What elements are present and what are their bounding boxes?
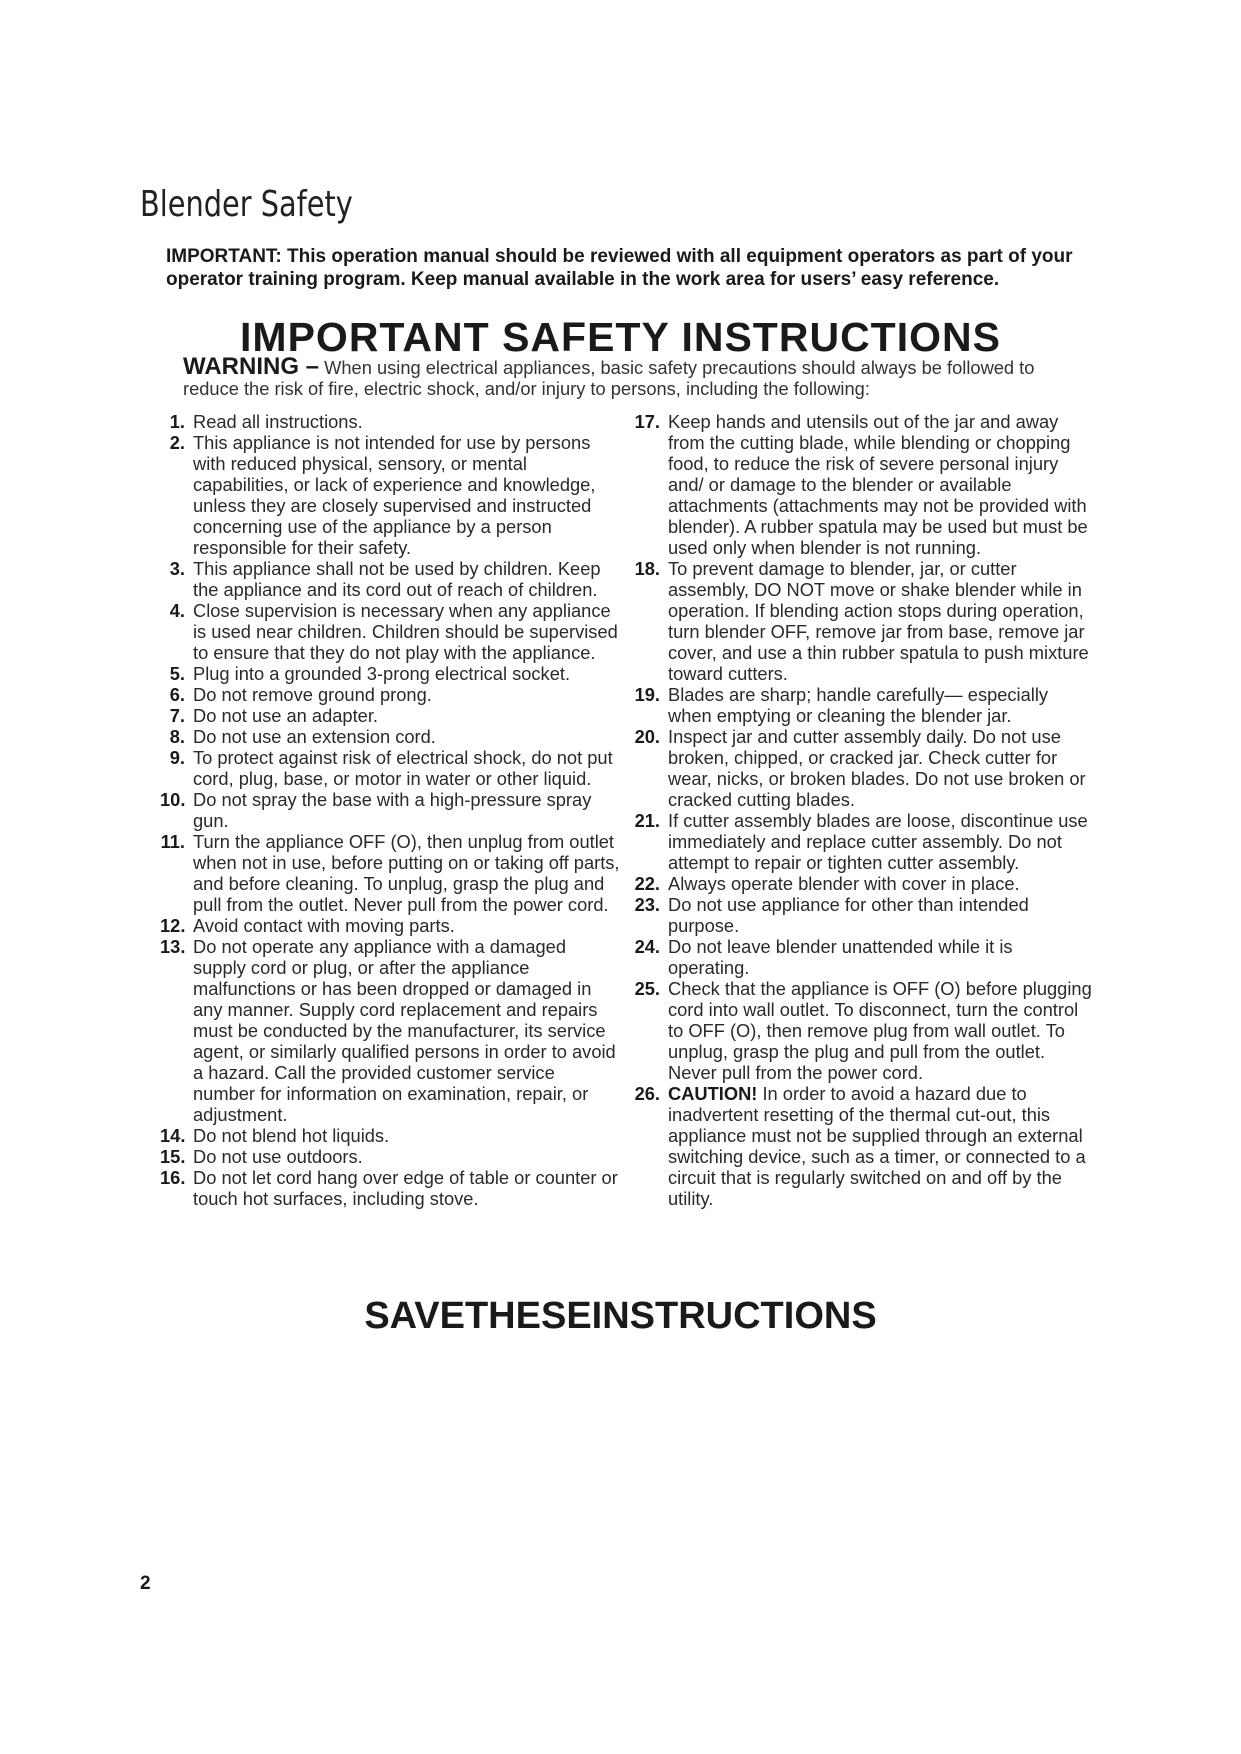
item-text: To protect against risk of electrical shock, do not put cord, plug, base, or motor in water or other liquid. [193,747,613,789]
item-text: Turn the appliance OFF (O), then unplug from outlet when not in use, before putting on or taking off parts, and before cleaning. To unplug, grasp the plug and pull from the outlet. Never pull from the power cord. [193,831,620,915]
item-number: 3. [169,558,185,579]
item-number: 4. [169,600,185,621]
item-number: 13. [160,936,186,957]
item-number: 11. [160,831,185,852]
section-title: Blender Safety [140,184,353,225]
instruction-item [632,684,1092,726]
item-number: 19. [634,684,660,705]
item-text: Do not use appliance for other than intended purpose. [668,894,1029,936]
item-number: 20. [634,726,660,747]
page-number: 2 [140,1573,151,1594]
instruction-item [632,411,1092,558]
instruction-item [160,747,620,789]
instruction-item [160,432,620,558]
item-text: This appliance is not intended for use by persons with reduced physical, sensory, or mental capabilities, or lack of experience and knowledge, unless they are closely supervised and instructed concerning use of the appliance by a person responsible for their safety. [193,432,596,558]
item-text: Blades are sharp; handle carefully— especially when emptying or cleaning the blender jar. [668,684,1049,726]
save-instructions-heading: SAVETHESEINSTRUCTIONS [364,1295,877,1337]
item-text: Plug into a grounded 3-prong electrical socket. [193,663,571,684]
instruction-item [160,1125,620,1146]
main-heading: IMPORTANT SAFETY INSTRUCTIONS [240,314,1001,360]
item-text: Do not remove ground prong. [193,684,432,705]
instructions-list-left [160,411,620,1209]
item-number: 16. [160,1167,186,1188]
item-number: 2. [169,432,185,453]
instruction-item [160,915,620,936]
warning-text: When using electrical appliances, basic safety precautions should always be followed to reduce the risk of fire, electric shock, and/or injury to persons, including the following: [183,357,1035,399]
item-text: Do not use an adapter. [193,705,378,726]
instruction-item [632,558,1092,684]
instruction-item [160,663,620,684]
item-text: Avoid contact with moving parts. [193,915,455,936]
instruction-item [160,936,620,1125]
instruction-item [160,789,620,831]
item-number: 23. [634,894,660,915]
item-number: 14. [160,1125,186,1146]
item-number: 5. [169,663,185,684]
item-number: 10. [160,789,186,810]
caution-list [632,1083,1092,1209]
caution-label: CAUTION! [668,1083,758,1104]
caution-text: In order to avoid a hazard due to inadvertent resetting of the thermal cut-out, this appliance must not be supplied through an external switching device, such as a timer, or connected to a circuit that is regularly switched on and off by the utility. [668,1083,1086,1209]
item-text: Check that the appliance is OFF (O) before plugging cord into wall outlet. To disconnect, turn the control to OFF (O), then remove plug from wall outlet. To unplug, grasp the plug and pull from the outlet. Never pull from the power cord. [668,978,1092,1083]
instruction-item [632,873,1092,894]
item-number: 6. [169,684,185,705]
item-number: 24. [634,936,660,957]
instruction-item [632,726,1092,810]
instruction-item [160,600,620,663]
caution-body [668,1083,1092,1209]
warning-label: WARNING – [183,353,320,380]
item-text: Do not use outdoors. [193,1146,363,1167]
warning-paragraph [183,353,1083,399]
instruction-item [632,978,1092,1083]
instructions-list-right [632,411,1092,1083]
item-text: Close supervision is necessary when any appliance is used near children. Children should be supervised to ensure that they do not play with the appliance. [193,600,618,663]
instruction-item [160,558,620,600]
instruction-item [160,684,620,705]
item-number: 9. [169,747,185,768]
instruction-item [632,936,1092,978]
instructions-left-column [160,411,620,1209]
item-text: Do not spray the base with a high-pressure spray gun. [193,789,592,831]
caution-item [632,1083,1092,1209]
item-text: Inspect jar and cutter assembly daily. Do not use broken, chipped, or cracked jar. Check cutter for wear, nicks, or broken blades. Do not use broken or cracked cutting blades. [668,726,1086,810]
item-number: 8. [169,726,185,747]
item-text: This appliance shall not be used by children. Keep the appliance and its cord out of reach of children. [193,558,601,600]
item-number: 15. [160,1146,186,1167]
instructions-right-column [632,411,1092,1209]
item-text: To prevent damage to blender, jar, or cutter assembly, DO NOT move or shake blender while in operation. If blending action stops during operation, turn blender OFF, remove jar from base, remove jar cover, and use a thin rubber spatula to push mixture toward cutters. [668,558,1089,684]
instruction-item [160,705,620,726]
item-number: 26. [634,1083,660,1104]
item-text: Do not leave blender unattended while it is operating. [668,936,1013,978]
item-number: 17. [634,411,660,432]
item-text: If cutter assembly blades are loose, discontinue use immediately and replace cutter assembly. Do not attempt to repair or tighten cutter assembly. [668,810,1088,873]
item-text: Do not let cord hang over edge of table or counter or touch hot surfaces, including stove. [193,1167,618,1209]
item-text: Read all instructions. [193,411,363,432]
item-number: 7. [169,705,185,726]
item-number: 21. [634,810,660,831]
item-number: 12. [160,915,186,936]
item-number: 22. [634,873,660,894]
item-number: 1. [169,411,185,432]
item-number: 18. [634,558,660,579]
item-text: Always operate blender with cover in place. [668,873,1020,894]
instruction-item [632,894,1092,936]
instruction-item [160,1167,620,1209]
instruction-item [160,831,620,915]
important-note: IMPORTANT: This operation manual should be reviewed with all equipment operators as part of your operator training program. Keep manual available in the work area for users’ easy reference. [166,246,1073,290]
item-text: Do not operate any appliance with a damaged supply cord or plug, or after the appliance malfunctions or has been dropped or damaged in any manner. Supply cord replacement and repairs must be conducted by the manufacturer, its service agent, or similarly qualified persons in order to avoid a hazard. Call the provided customer service number for information on examination, repair, or adjustment. [193,936,616,1125]
instruction-item [632,810,1092,873]
instruction-item [160,1146,620,1167]
item-text: Do not blend hot liquids. [193,1125,390,1146]
item-text: Keep hands and utensils out of the jar and away from the cutting blade, while blending or chopping food, to reduce the risk of severe personal injury and/ or damage to the blender or available attachments (attachments may not be provided with blender). A rubber spatula may be used but must be used only when blender is not running. [668,411,1088,558]
item-text: Do not use an extension cord. [193,726,436,747]
instruction-item [160,726,620,747]
item-number: 25. [634,978,660,999]
instruction-item [160,411,620,432]
